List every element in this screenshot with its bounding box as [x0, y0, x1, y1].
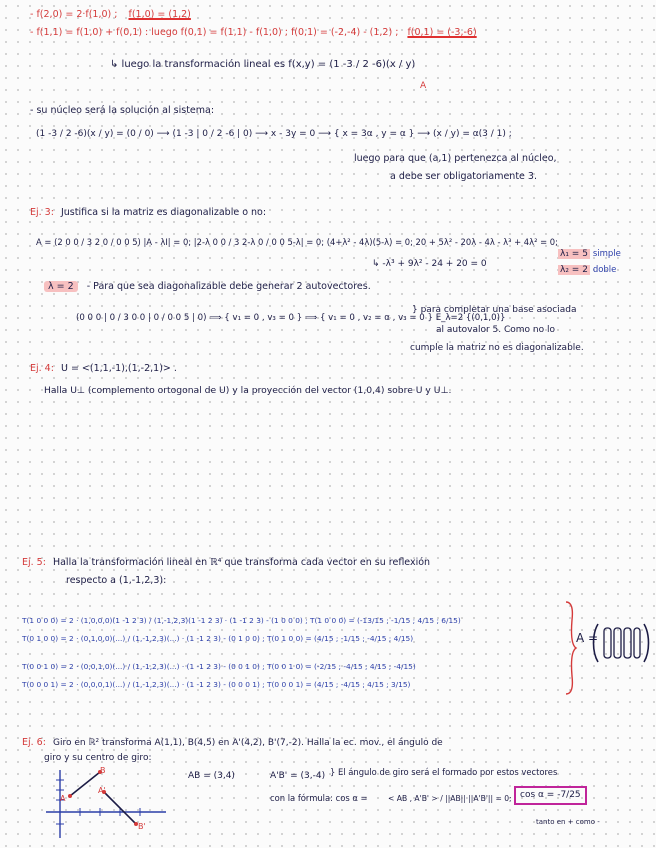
f20-eq: - f(2,0) = 2·f(1,0) ;	[30, 9, 118, 20]
linear-map-line: ↳ luego la transformación lineal es f(x,y) = (1 -3 / 2 -6)(x / y)	[110, 59, 416, 70]
matrix-a-label: A	[420, 81, 427, 91]
f01-result: f(0,1) = (-3,-6)	[407, 27, 477, 38]
root-1-tag: simple	[592, 249, 621, 259]
f11-eq: - f(1,1) = f(1,0) + f(0,1) : luego f(0,1) = f(1,1) - f(1,0) ; f(0,1) = (-2,-4) - (1,2) ;	[30, 27, 399, 38]
ej5-number: Ej. 5:	[22, 557, 46, 568]
ej6-vector-apbp: A'B' = (3,-4)	[270, 771, 326, 781]
ej5-title: Halla la transformación lineal en ℝ⁴ que transforma cada vector en su reflexión	[52, 557, 431, 568]
ej6-heading	[22, 736, 443, 750]
ej3-characteristic: A = (2 0 0 / 3 2 0 / 0 0 5) |A - λI| = 0; |2-λ 0 0 / 3 2-λ 0 / 0 0 5-λ| = 0; (4+λ² - 4λ)(5-λ) = 0; 20 + 5λ² - 20λ - 4λ - λ³ + 4λ² = 0;	[36, 237, 558, 247]
ej6-footer-note: tanto en + como -	[536, 818, 600, 826]
ej3-root-2	[558, 264, 616, 277]
nucleo-heading: - su núcleo será la solución al sistema:	[30, 105, 215, 116]
ej4-number: Ej. 4:	[30, 363, 54, 374]
ej3-root-1	[558, 248, 621, 261]
ej4-heading	[30, 362, 177, 375]
ej6-angle-text-1: } El ángulo de giro será el formado por estos vectores	[330, 767, 558, 777]
ej3-note-2: al autovalor 5. Como no lo	[436, 325, 555, 335]
ej3-title: Justifica si la matriz es diagonalizable o no:	[60, 207, 267, 218]
ej3-note-3: cumple la matriz no es diagonalizable.	[410, 343, 584, 353]
ej3-eigen-system: (0 0 0 | 0 / 3 0 0 | 0 / 0 0 5 | 0) ⟹ { v₁ = 0 , v₃ = 0 } ⟹ { v₁ = 0 , v₂ = α , v₃ = 0 } E_λ=2 {(0,1,0)}	[76, 313, 506, 323]
root-2-tag: doble	[592, 265, 617, 275]
lambda-2-tag: λ = 2	[44, 281, 78, 292]
root-1-value: λ₁ = 5	[560, 249, 588, 259]
ej3-polynomial: ↳ -λ³ + 9λ² - 24 + 20 = 0	[372, 259, 487, 269]
line-f11	[30, 26, 477, 39]
f10-result: f(1,0) = (1,2)	[128, 9, 191, 20]
root-2-value: λ₂ = 2	[560, 265, 588, 275]
ej5-row-2b: T(0 0 0 1) = 2 · (0,0,0,1)(...) / (1,-1,2,3)(...) · (1 -1 2 3) - (0 0 0 1) ; T(0 0 0 1) = (4/15 ; -4/15 ; 4/15 ; 3/15)	[22, 680, 411, 689]
ej5-title-2: respecto a (1,-1,2,3):	[66, 575, 167, 586]
nucleo-system: (1 -3 / 2 -6)(x / y) = (0 / 0) ⟶ (1 -3 | 0 / 2 -6 | 0) ⟶ x - 3y = 0 ⟶ { x = 3α , y = α } ⟶ (x / y) = α(3 / 1) ;	[36, 129, 512, 139]
ej5-curly-brace	[562, 600, 578, 696]
ej3-note-1: } para completar una base asociada	[412, 305, 577, 315]
ej3-autovectors-text: - Para que sea diagonalizable debe generar 2 autovectores.	[86, 281, 371, 292]
nucleo-conclusion-1: luego para que (a,1) pertenezca al núcleo,	[354, 153, 557, 164]
ej5-row-1b: T(0 1 0 0) = 2 · (0,1,0,0)(...) / (1,-1,2,3)(...) · (1 -1 2 3) - (0 1 0 0) ; T(0 1 0 0) = (4/15 ; -1/15 ; -4/15 ; 4/15)	[22, 634, 414, 643]
ej6-vector-ab: AB = (3,4)	[188, 771, 235, 781]
ej5-matrix-bracket	[590, 620, 652, 666]
ej6-number: Ej. 6:	[22, 737, 46, 748]
ej6-title: Giro en ℝ² transforma A(1,1), B(4,5) en A'(4,2), B'(7,-2). Halla la ec. mov., el ángulo de	[52, 738, 443, 748]
nucleo-conclusion-2: a debe ser obligatoriamente 3.	[390, 171, 537, 182]
ej6-point-b-prime: B'	[138, 822, 146, 831]
ej5-matrix-label: A =	[576, 631, 599, 645]
ej4-title: U = <(1,1,-1),(1,-2,1)> .	[60, 363, 177, 374]
ej3-line3	[44, 280, 371, 293]
ej4-statement: Halla U⊥ (complemento ortogonal de U) y la proyección del vector (1,0,4) sobre U y U⊥.	[44, 385, 452, 396]
ej5-heading	[22, 556, 430, 569]
ej3-heading	[30, 206, 266, 219]
ej6-title-2: giro y su centro de giro:	[44, 753, 152, 763]
ej6-formula: < AB , A'B' > / ||AB||·||A'B'|| = 0;	[388, 794, 512, 803]
ej3-number: Ej. 3:	[30, 207, 54, 218]
line-f20	[30, 8, 191, 21]
ej6-point-b: B	[100, 766, 106, 775]
ej6-point-a-prime: A'	[98, 786, 106, 795]
ej5-row-1a: T(1 0 0 0) = 2 · (1,0,0,0)(1 -1 2 3) / (1,-1,2,3)(1 -1 2 3) · (1 -1 2 3) - (1 0 0 0) ; T(1 0 0 0) = (-13/15 ; -1/15 ; 4/15 ; 6/15)	[22, 616, 461, 625]
ej6-cos-result: cos α = -7/25	[514, 786, 587, 805]
ej6-angle-text-2: con la fórmula: cos α =	[270, 793, 368, 803]
ej6-point-a: A	[60, 794, 66, 803]
ej5-row-2a: T(0 0 1 0) = 2 · (0,0,1,0)(...) / (1,-1,2,3)(...) · (1 -1 2 3) - (0 0 1 0) ; T(0 0 1 0) = (-2/15 ; -4/15 ; 4/15 ; -4/15)	[22, 662, 416, 671]
